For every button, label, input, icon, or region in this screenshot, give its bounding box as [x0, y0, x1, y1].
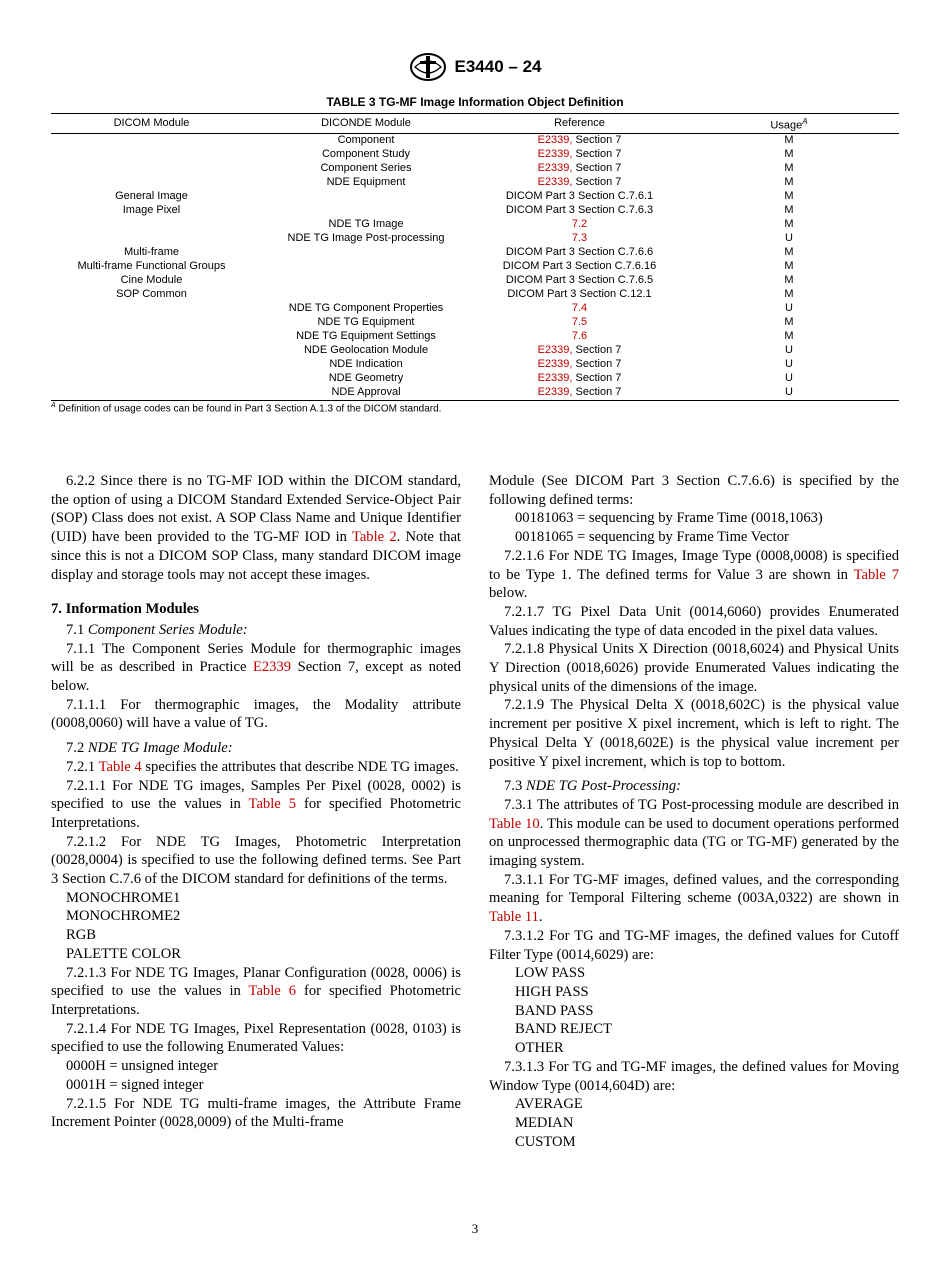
diconde-module-cell	[252, 274, 480, 288]
usage-cell: M	[784, 148, 794, 161]
table-row	[51, 386, 899, 401]
reference-link[interactable]: E2339,	[537, 344, 573, 357]
page-number: 3	[471, 1221, 479, 1236]
reference-text: Section 7	[572, 386, 622, 399]
diconde-module-cell: NDE TG Equipment Settings	[296, 330, 436, 343]
table-row	[51, 372, 899, 386]
right-column	[489, 472, 899, 1151]
reference-text: DICOM Part 3 Section C.7.6.1	[505, 190, 654, 203]
usage-cell: M	[784, 316, 794, 329]
usage-cell: U	[785, 302, 793, 315]
table-row	[51, 133, 899, 148]
column-header: DICOM Module	[51, 114, 252, 134]
table-10-link[interactable]: Table 10	[489, 815, 540, 832]
usage-cell: U	[679, 386, 899, 401]
reference-link[interactable]: E2339,	[537, 176, 573, 189]
paragraph-7-2-1-1: 7.2.1.1 For NDE TG images, Samples Per Pixel (0028, 0002) is specified to use the values in Table 5 for specified Photometric Interpretations.	[51, 777, 461, 831]
dicom-module-cell	[51, 232, 252, 246]
reference-cell	[480, 176, 679, 190]
reference-text: Section 7	[572, 134, 622, 147]
dicom-module-cell: Image Pixel	[122, 204, 181, 217]
table-body	[51, 133, 899, 400]
diconde-module-cell: NDE Geometry	[328, 372, 404, 385]
usage-cell: M	[784, 288, 794, 301]
diconde-module-cell: Component Series	[320, 162, 412, 175]
usage-cell: M	[784, 190, 794, 203]
diconde-module-cell: NDE TG Equipment	[317, 316, 415, 329]
usage-cell: M	[784, 162, 794, 175]
table-row	[51, 246, 899, 260]
diconde-module-cell: NDE Indication	[329, 358, 403, 371]
reference-cell	[480, 386, 679, 401]
paragraph-7-3: 7.3 NDE TG Post-Processing:	[504, 778, 682, 795]
dicom-module-cell: Cine Module	[120, 274, 183, 287]
footnote-mark: A	[51, 402, 56, 409]
diconde-module-cell: NDE TG Image	[328, 218, 404, 231]
dicom-module-cell	[51, 344, 252, 358]
table-row	[51, 330, 899, 344]
reference-cell	[480, 302, 679, 316]
reference-link[interactable]: 7.6	[571, 330, 588, 343]
paragraph-7-3-1-1: 7.3.1.1 For TG-MF images, defined values, and the corresponding meaning for Temporal Filtering scheme (003A,0322) are shown in Table 11.	[489, 871, 899, 926]
dicom-module-cell	[51, 218, 252, 232]
filter-item: BAND REJECT	[515, 1021, 612, 1038]
usage-cell: M	[784, 204, 794, 217]
reference-cell	[480, 260, 679, 274]
sequence-item: 00181063 = sequencing by Frame Time (0018,1063)	[515, 510, 823, 527]
dicom-module-cell: General Image	[115, 190, 188, 203]
table-row	[51, 358, 899, 372]
filter-item: OTHER	[515, 1040, 564, 1057]
reference-text: DICOM Part 3 Section C.12.1	[507, 288, 652, 301]
diconde-module-cell: NDE Approval	[252, 386, 480, 401]
term-item: PALETTE COLOR	[66, 945, 181, 962]
paragraph-7-2-1-3: 7.2.1.3 For NDE TG Images, Planar Configuration (0028, 0006) is specified to use the values in Table 6 for specified Photometric Interpretations.	[51, 964, 461, 1018]
usage-cell: M	[784, 274, 794, 287]
paragraph-7-1-1: 7.1.1 The Component Series Module for thermographic images will be as described in Practice E2339 Section 7, except as noted below.	[51, 640, 461, 695]
usage-cell: M	[784, 134, 794, 147]
diconde-module-cell: NDE Geolocation Module	[303, 344, 429, 357]
filter-item: BAND PASS	[515, 1002, 594, 1019]
paragraph-7-3-1: 7.3.1 The attributes of TG Post-processing module are described in Table 10. This module can be used to document operations performed on unprocessed thermographic data (TG or TG-MF) generated by the imaging system.	[489, 796, 899, 870]
usage-cell: M	[784, 246, 794, 259]
reference-link[interactable]: 7.2	[571, 218, 588, 231]
dicom-module-cell: SOP Common	[116, 288, 187, 301]
reference-cell	[480, 372, 679, 386]
reference-cell	[480, 288, 679, 302]
usage-cell: M	[784, 260, 794, 273]
left-column	[51, 472, 461, 1132]
reference-link[interactable]: 7.5	[571, 316, 588, 329]
usage-cell: U	[785, 372, 793, 385]
dicom-module-cell	[51, 302, 252, 316]
paragraph-7-2-1-6: 7.2.1.6 For NDE TG Images, Image Type (0008,0008) is specified to be Type 1. The defined terms for Value 3 are shown in Table 7 below.	[489, 547, 899, 602]
window-item: MEDIAN	[515, 1114, 574, 1131]
table-row	[51, 190, 899, 204]
paragraph-7-1: 7.1 Component Series Module:	[66, 621, 248, 638]
column-header	[679, 114, 899, 134]
reference-cell	[480, 274, 679, 288]
dicom-module-cell	[51, 386, 252, 401]
diconde-module-cell: Component	[337, 134, 395, 147]
reference-text: DICOM Part 3 Section C.7.6.6	[505, 246, 654, 259]
table-row	[51, 232, 899, 246]
table-header-row	[51, 114, 899, 134]
paragraph-7-1-1-1: 7.1.1.1 For thermographic images, the Modality attribute (0008,0060) will have a value of TG.	[51, 696, 461, 732]
column-header: DICONDE Module	[252, 114, 480, 134]
reference-link[interactable]: E2339,	[537, 358, 573, 371]
diconde-module-cell: NDE TG Component Properties	[288, 302, 444, 315]
reference-link[interactable]: E2339,	[537, 162, 573, 175]
reference-text: Section 7	[572, 176, 622, 189]
reference-cell	[480, 190, 679, 204]
diconde-module-cell: NDE Equipment	[326, 176, 406, 189]
table-row	[51, 260, 899, 274]
paragraph-7-3-1-2: 7.3.1.2 For TG and TG-MF images, the defined values for Cutoff Filter Type (0014,6029) are:	[489, 927, 899, 963]
filter-item: HIGH PASS	[515, 983, 589, 1000]
table-row	[51, 344, 899, 358]
dicom-module-cell	[51, 133, 252, 148]
dicom-module-cell	[51, 316, 252, 330]
term-item: MONOCHROME2	[66, 908, 181, 925]
table-4-link[interactable]: Table 4	[98, 758, 142, 775]
table-row	[51, 176, 899, 190]
paragraph-6-2-2: 6.2.2 Since there is no TG-MF IOD within the DICOM standard, the option of using a DICOM Standard Extended Service-Object Pair (SOP) Class does not exist. A SOP Class Name and Unique Identifier (UID) have been provided to the TG-MF IOD in Table 2. Note that since this is not a DICOM SOP Class, many standard DICOM image display and storage tools may not accept these images.	[51, 473, 461, 583]
usage-footnote-mark: A	[802, 117, 808, 126]
column-header: Reference	[480, 114, 679, 134]
e2339-link[interactable]: E2339	[252, 659, 292, 676]
astm-logo-icon	[409, 52, 447, 82]
table-title: TABLE 3 TG-MF Image Information Object Definition	[326, 95, 624, 109]
diconde-module-cell	[252, 260, 480, 274]
diconde-module-cell	[252, 246, 480, 260]
paragraph-7-2-1-4: 7.2.1.4 For NDE TG Images, Pixel Representation (0028, 0103) is specified to use the following Enumerated Values:	[51, 1020, 461, 1056]
dicom-module-cell: Multi-frame Functional Groups	[77, 260, 226, 273]
paragraph-7-2-1-2: 7.2.1.2 For NDE TG Images, Photometric Interpretation (0028,0004) is specified to use the following defined terms. See Part 3 Section C.7.6 of the DICOM standard for definitions of the terms.	[51, 833, 461, 888]
usage-cell: U	[785, 358, 793, 371]
reference-link[interactable]: E2339,	[537, 372, 573, 385]
reference-text: Section 7	[572, 162, 622, 175]
paragraph-continuation: Module (See DICOM Part 3 Section C.7.6.6) is specified by the following defined terms:	[489, 473, 899, 508]
paragraph-7-2: 7.2 NDE TG Image Module:	[66, 740, 233, 757]
document-id: E3440 – 24	[454, 57, 542, 76]
reference-cell	[480, 218, 679, 232]
paragraph-7-2-1-8: 7.2.1.8 Physical Units X Direction (0018,6024) and Physical Units Y Direction (0018,6026) provide Enumerated Values indicating the physical units of the dimensions of the image.	[489, 641, 899, 695]
reference-link[interactable]: E2339,	[537, 134, 573, 147]
reference-cell	[480, 246, 679, 260]
reference-cell	[480, 204, 679, 218]
reference-link[interactable]: 7.3	[571, 232, 588, 245]
paragraph-7-2-1-9: 7.2.1.9 The Physical Delta X (0018,602C) is the physical value increment per positive X pixel increment, which is left to right. The Physical Delta Y (0018,602E) is the physical value increment per positive Y pixel increment, which is top to bottom.	[489, 697, 899, 770]
enum-item: 0000H = unsigned integer	[66, 1058, 219, 1075]
table-row	[51, 316, 899, 330]
diconde-module-cell	[252, 190, 480, 204]
reference-text: Section 7	[572, 344, 622, 357]
reference-text: DICOM Part 3 Section C.7.6.16	[502, 260, 657, 273]
sequence-item: 00181065 = sequencing by Frame Time Vector	[515, 529, 789, 546]
table-row	[51, 218, 899, 232]
dicom-module-cell	[51, 358, 252, 372]
usage-cell: U	[785, 344, 793, 357]
reference-cell	[480, 162, 679, 176]
usage-cell: M	[784, 176, 794, 189]
reference-text: DICOM Part 3 Section C.7.6.3	[505, 204, 654, 217]
paragraph-7-2-1-7: 7.2.1.7 TG Pixel Data Unit (0014,6060) provides Enumerated Values indicating the type of data encoded in the pixel data values.	[489, 603, 899, 639]
footnote-text: Definition of usage codes can be found in Part 3 Section A.1.3 of the DICOM standard.	[55, 403, 442, 415]
table-row	[51, 302, 899, 316]
iod-table	[51, 113, 899, 401]
reference-link[interactable]: E2339,	[537, 386, 573, 399]
reference-cell	[480, 316, 679, 330]
reference-cell	[480, 358, 679, 372]
paragraph-7-2-1: 7.2.1 Table 4 specifies the attributes that describe NDE TG images.	[66, 758, 459, 775]
dicom-module-cell	[51, 148, 252, 162]
usage-cell: M	[784, 218, 794, 231]
diconde-module-cell	[252, 288, 480, 302]
table-row	[51, 274, 899, 288]
table-row	[51, 204, 899, 218]
dicom-module-cell	[51, 372, 252, 386]
term-item: MONOCHROME1	[66, 889, 181, 906]
diconde-module-cell: Component Study	[321, 148, 411, 161]
reference-text: Section 7	[572, 372, 622, 385]
diconde-module-cell: NDE TG Image Post-processing	[287, 232, 445, 245]
paragraph-7-3-1-3: 7.3.1.3 For TG and TG-MF images, the defined values for Moving Window Type (0014,604D) are:	[489, 1058, 899, 1094]
reference-text: DICOM Part 3 Section C.7.6.5	[505, 274, 654, 287]
table-5-link[interactable]: Table 5	[248, 796, 297, 813]
table-7-link[interactable]: Table 7	[853, 566, 899, 583]
dicom-module-cell	[51, 176, 252, 190]
section-heading-7: 7. Information Modules	[51, 601, 199, 618]
table-2-link[interactable]: Table 2	[351, 529, 397, 546]
window-item: AVERAGE	[515, 1096, 583, 1113]
usage-cell: M	[784, 330, 794, 343]
reference-text: Section 7	[572, 358, 622, 371]
table-6-link[interactable]: Table 6	[248, 983, 297, 1000]
reference-link[interactable]: E2339,	[537, 148, 573, 161]
window-item: CUSTOM	[515, 1133, 576, 1150]
paragraph-7-2-1-5: 7.2.1.5 For NDE TG multi-frame images, the Attribute Frame Increment Pointer (0028,0009) of the Multi-frame	[51, 1095, 461, 1131]
diconde-module-cell	[252, 204, 480, 218]
dicom-module-cell	[51, 162, 252, 176]
reference-cell	[480, 330, 679, 344]
reference-cell	[480, 232, 679, 246]
table-11-link[interactable]: Table 11	[489, 909, 539, 926]
filter-item: LOW PASS	[515, 965, 586, 982]
term-item: RGB	[66, 927, 97, 944]
table-row	[51, 162, 899, 176]
reference-link[interactable]: 7.4	[571, 302, 588, 315]
reference-cell	[480, 148, 679, 162]
enum-item: 0001H = signed integer	[66, 1076, 204, 1093]
reference-cell	[480, 133, 679, 148]
usage-cell: U	[785, 232, 793, 245]
reference-cell	[480, 344, 679, 358]
table-row	[51, 288, 899, 302]
page-header	[0, 52, 950, 82]
table-footnote	[51, 402, 441, 414]
reference-text: Section 7	[572, 148, 622, 161]
usage-header-label: Usage	[770, 119, 803, 132]
dicom-module-cell	[51, 330, 252, 344]
dicom-module-cell: Multi-frame	[123, 246, 179, 259]
table-row	[51, 148, 899, 162]
